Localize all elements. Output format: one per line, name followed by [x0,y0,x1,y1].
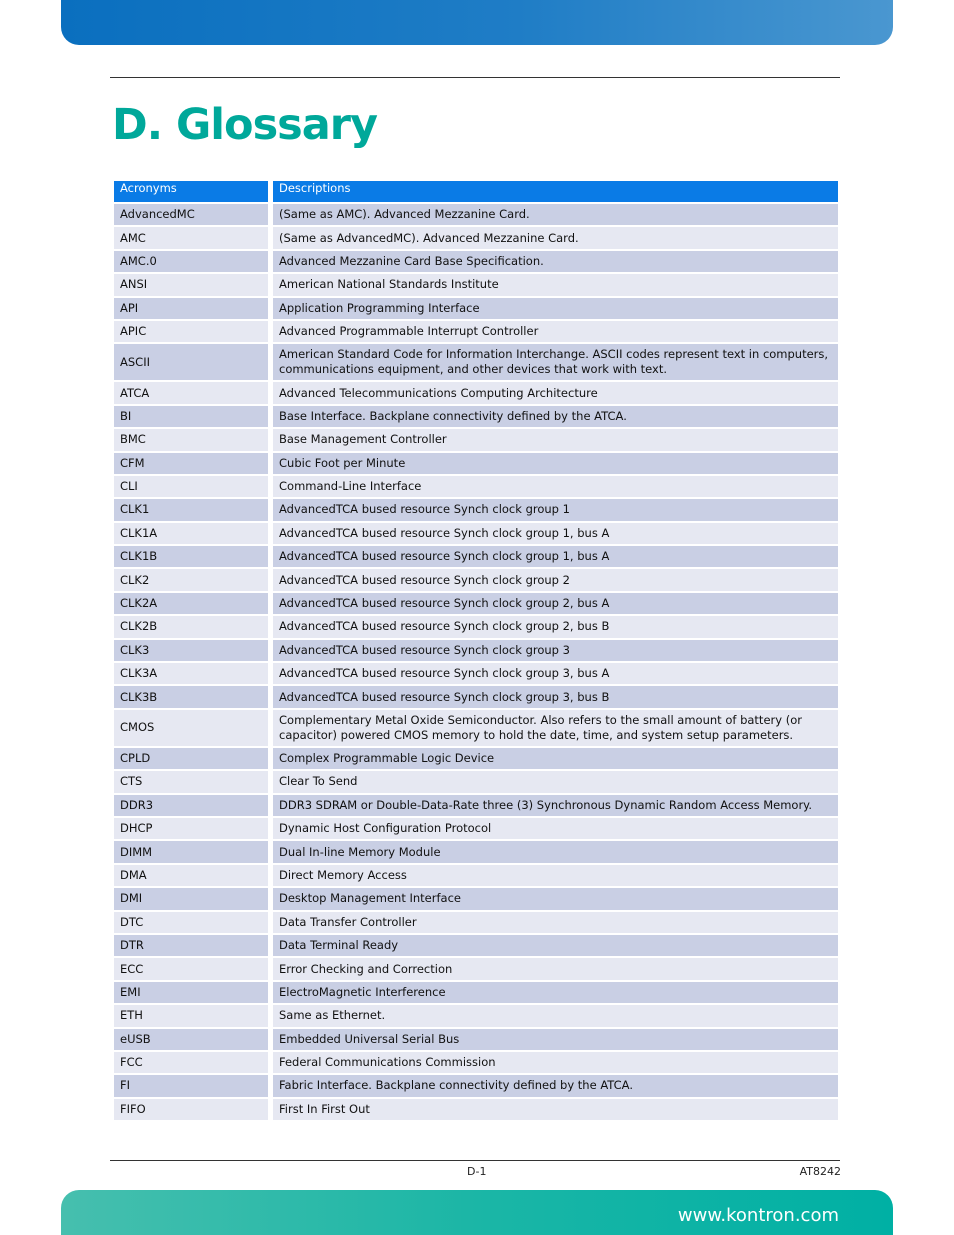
description-cell: Advanced Mezzanine Card Base Specification. [273,251,838,272]
description-cell: Embedded Universal Serial Bus [273,1029,838,1050]
acronym-cell: CFM [114,453,273,474]
table-row [114,593,838,614]
acronym-cell: DTR [114,935,273,956]
table-row [114,406,838,427]
table-row [114,298,838,319]
acronym-cell: AMC.0 [114,251,273,272]
glossary-table [114,179,838,1122]
table-row [114,958,838,979]
table-row [114,771,838,792]
table-row [114,429,838,450]
table-row [114,523,838,544]
top-banner [61,0,893,45]
table-row [114,344,838,380]
table-row [114,795,838,816]
description-cell: American Standard Code for Information Interchange. ASCII codes represent text in computers, communications equipment, and other devices that work with text. [273,344,838,380]
table-row [114,251,838,272]
acronym-cell: BI [114,406,273,427]
description-cell: DDR3 SDRAM or Double-Data-Rate three (3) Synchronous Dynamic Random Access Memory. [273,795,838,816]
table-row [114,382,838,403]
acronym-cell: APIC [114,321,273,342]
acronym-cell: CLK3B [114,686,273,707]
table-row [114,227,838,248]
description-cell: AdvancedTCA bused resource Synch clock group 2 [273,569,838,590]
acronym-cell: CLK2B [114,616,273,637]
acronym-cell: CMOS [114,710,273,746]
description-cell: Data Terminal Ready [273,935,838,956]
acronym-cell: CTS [114,771,273,792]
table-row [114,499,838,520]
description-cell: (Same as AdvancedMC). Advanced Mezzanine Card. [273,227,838,248]
acronym-cell: ETH [114,1005,273,1026]
acronym-cell: API [114,298,273,319]
page-number: D-1 [467,1165,487,1178]
description-cell: AdvancedTCA bused resource Synch clock group 1 [273,499,838,520]
description-cell: Base Management Controller [273,429,838,450]
description-cell: Base Interface. Backplane connectivity defined by the ATCA. [273,406,838,427]
acronym-cell: CLK2A [114,593,273,614]
acronym-cell: CLK3 [114,640,273,661]
description-cell: Fabric Interface. Backplane connectivity defined by the ATCA. [273,1075,838,1096]
description-cell: Cubic Foot per Minute [273,453,838,474]
table-row [114,982,838,1003]
acronym-cell: CLK1 [114,499,273,520]
acronym-cell: EMI [114,982,273,1003]
acronym-cell: FCC [114,1052,273,1073]
description-cell: Clear To Send [273,771,838,792]
acronym-cell: CLK2 [114,569,273,590]
description-cell: AdvancedTCA bused resource Synch clock group 2, bus B [273,616,838,637]
description-cell: Data Transfer Controller [273,912,838,933]
table-row [114,748,838,769]
description-cell: First In First Out [273,1099,838,1120]
table-row [114,546,838,567]
table-row [114,1005,838,1026]
footer-rule [110,1160,840,1161]
acronym-cell: CLK1B [114,546,273,567]
acronym-cell: DMA [114,865,273,886]
acronym-cell: DIMM [114,841,273,862]
description-cell: Application Programming Interface [273,298,838,319]
description-cell: American National Standards Institute [273,274,838,295]
description-cell: Desktop Management Interface [273,888,838,909]
description-cell: ElectroMagnetic Interference [273,982,838,1003]
acronym-cell: ASCII [114,344,273,380]
acronym-cell: DMI [114,888,273,909]
glossary-body [114,204,838,1120]
table-header-row [114,181,838,202]
acronym-cell: BMC [114,429,273,450]
table-row [114,569,838,590]
description-cell: AdvancedTCA bused resource Synch clock group 3 [273,640,838,661]
description-cell: Complementary Metal Oxide Semiconductor. Also refers to the small amount of battery (or capacitor) powered CMOS memory to hold the date, time, and system setup parameters. [273,710,838,746]
description-cell: AdvancedTCA bused resource Synch clock group 1, bus A [273,523,838,544]
acronym-cell: FI [114,1075,273,1096]
acronym-cell: DTC [114,912,273,933]
description-cell: AdvancedTCA bused resource Synch clock group 2, bus A [273,593,838,614]
table-row [114,841,838,862]
description-cell: AdvancedTCA bused resource Synch clock group 3, bus A [273,663,838,684]
table-row [114,616,838,637]
acronym-cell: ECC [114,958,273,979]
table-row [114,1099,838,1120]
description-cell: Dual In-line Memory Module [273,841,838,862]
header-rule [110,77,840,78]
description-cell: Federal Communications Commission [273,1052,838,1073]
description-cell: Complex Programmable Logic Device [273,748,838,769]
description-cell: AdvancedTCA bused resource Synch clock group 3, bus B [273,686,838,707]
description-cell: (Same as AMC). Advanced Mezzanine Card. [273,204,838,225]
acronym-cell: eUSB [114,1029,273,1050]
acronym-cell: AdvancedMC [114,204,273,225]
table-row [114,1075,838,1096]
header-acronyms: Acronyms [114,181,273,202]
table-row [114,274,838,295]
table-row [114,935,838,956]
page-title: D. Glossary [112,100,378,150]
table-row [114,888,838,909]
table-row [114,912,838,933]
acronym-cell: DDR3 [114,795,273,816]
header-descriptions: Descriptions [273,181,838,202]
table-row [114,686,838,707]
acronym-cell: DHCP [114,818,273,839]
acronym-cell: AMC [114,227,273,248]
table-row [114,476,838,497]
table-row [114,865,838,886]
description-cell: Error Checking and Correction [273,958,838,979]
table-row [114,663,838,684]
acronym-cell: CLK3A [114,663,273,684]
table-row [114,321,838,342]
acronym-cell: CLI [114,476,273,497]
acronym-cell: FIFO [114,1099,273,1120]
table-row [114,1029,838,1050]
description-cell: Dynamic Host Configuration Protocol [273,818,838,839]
acronym-cell: CLK1A [114,523,273,544]
description-cell: Direct Memory Access [273,865,838,886]
table-row [114,204,838,225]
description-cell: AdvancedTCA bused resource Synch clock group 1, bus A [273,546,838,567]
acronym-cell: CPLD [114,748,273,769]
acronym-cell: ATCA [114,382,273,403]
table-row [114,1052,838,1073]
description-cell: Advanced Telecommunications Computing Architecture [273,382,838,403]
acronym-cell: ANSI [114,274,273,295]
table-row [114,453,838,474]
website-link[interactable]: www.kontron.com [677,1205,839,1226]
description-cell: Same as Ethernet. [273,1005,838,1026]
description-cell: Advanced Programmable Interrupt Controller [273,321,838,342]
table-row [114,710,838,746]
table-row [114,640,838,661]
document-id: AT8242 [799,1165,841,1178]
description-cell: Command-Line Interface [273,476,838,497]
table-row [114,818,838,839]
